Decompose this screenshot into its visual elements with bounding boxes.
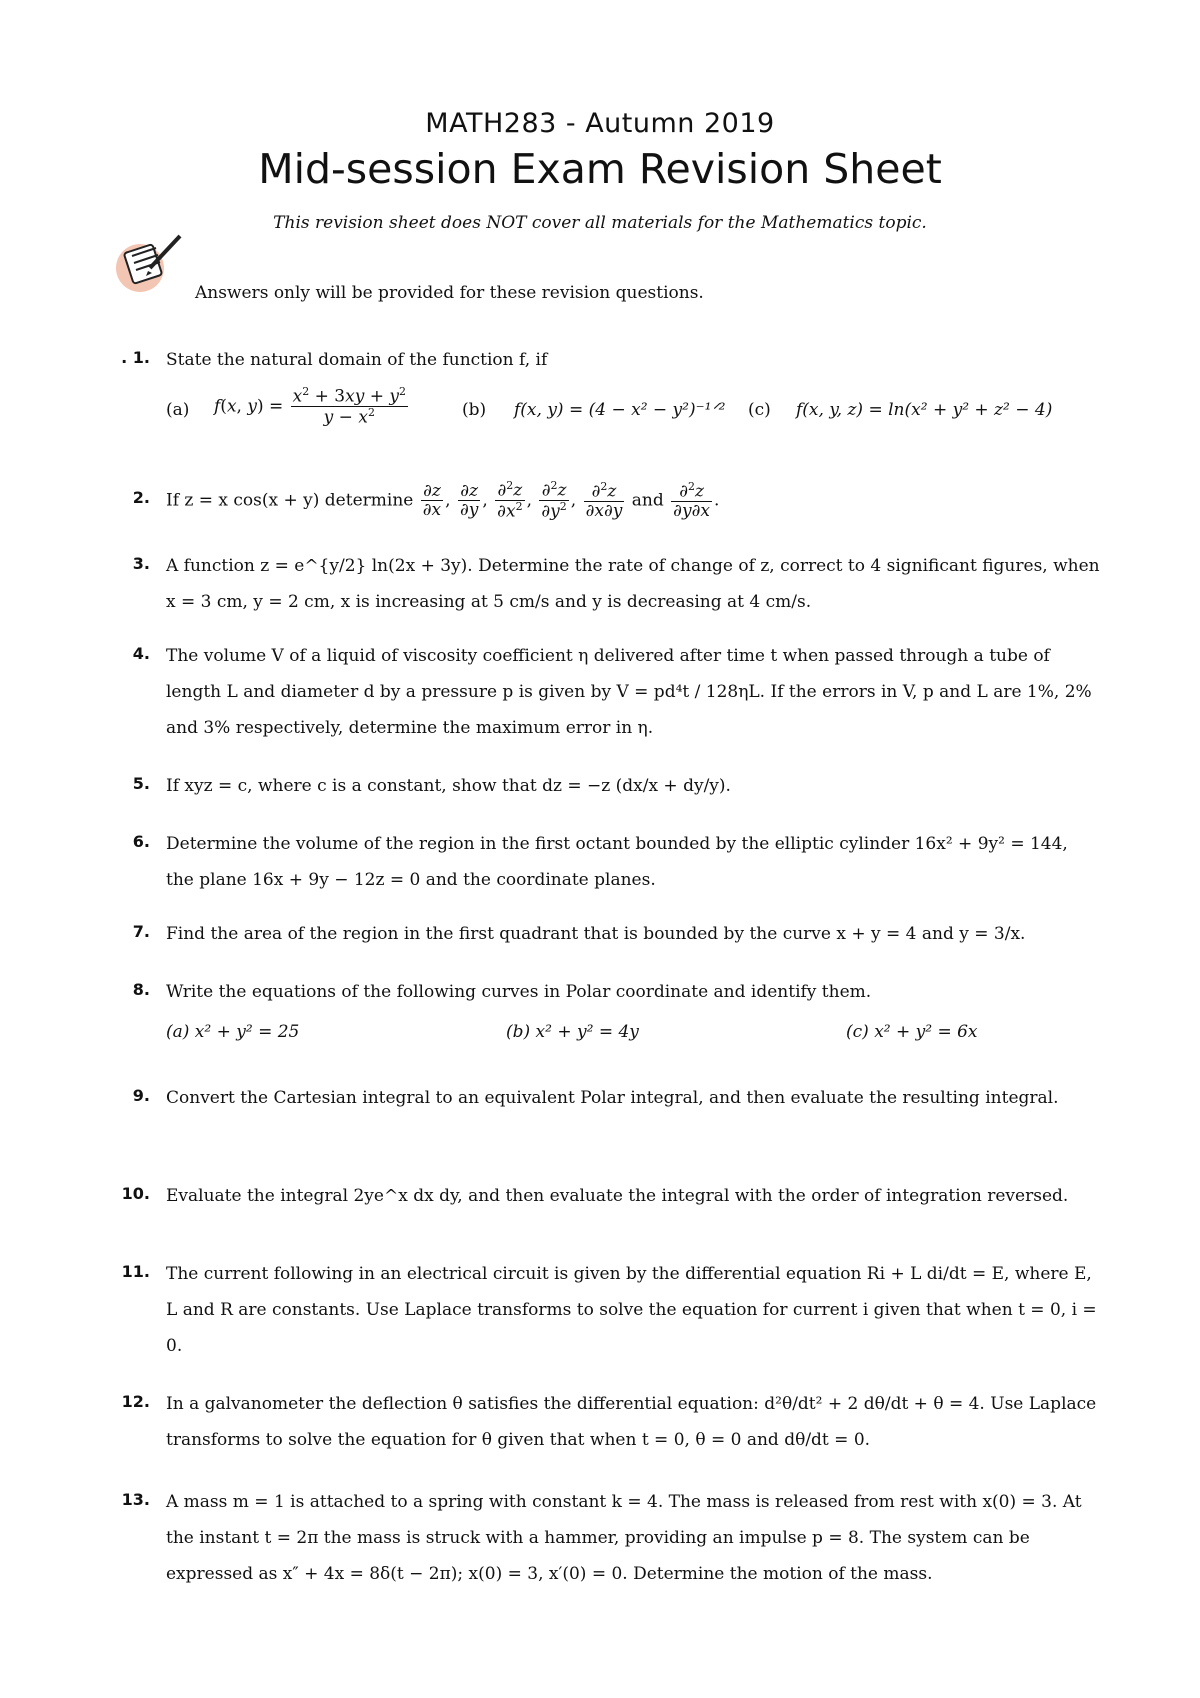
question-text: Write the equations of the following curves in Polar coordinate and identify them. [166, 982, 872, 1002]
question-text: State the natural domain of the function f, if [166, 350, 548, 370]
question-text: The volume V of a liquid of viscosity coefficient η delivered after time t when passed through a tube of length L and diameter d by a pressure p is given by V = pd⁴t / 128ηL. If the errors in V, p and L are 1%, 2% and 3% respectively, determine the maximum error in η. [166, 646, 1092, 738]
course-title: MATH283 - Autumn 2019 [425, 108, 775, 139]
question-text: Determine the volume of the region in the first octant bounded by the elliptic cylinder 16x² + 9y² = 144, the plane 16x + 9y − 12z = 0 and the coordinate planes. [166, 834, 1068, 890]
q1-parts [166, 386, 1100, 436]
q1-part-b-expr: f(x, y) = (4 − x² − y²)⁻¹ᐟ² [514, 400, 726, 420]
question-number: 4. [132, 644, 150, 663]
question-text: A mass m = 1 is attached to a spring with constant k = 4. The mass is released from rest with x(0) = 3. At the instant t = 2π the mass is struck with a hammer, providing an impulse p = 8. The system can be expressed as x″ + 4x = 8δ(t − 2π); x(0) = 3, x′(0) = 0. Determine the motion of the mass. [166, 1492, 1082, 1584]
q8-part-c: (c) x² + y² = 6x [846, 1022, 978, 1042]
subtitle: This revision sheet does NOT cover all materials for the Mathematics topic. [273, 213, 927, 233]
q1-part-a-expr: f(x, y) = $\frac{x^2 + 3xy + y^2}{y - x^2}$ [214, 385, 406, 428]
question-number: 8. [132, 980, 150, 999]
question-text: Find the area of the region in the first quadrant that is bounded by the curve x + y = 4 and y = 3/x. [166, 924, 1026, 944]
question-number: 6. [132, 832, 150, 851]
q8-part-b: (b) x² + y² = 4y [506, 1022, 639, 1042]
question-text: Convert the Cartesian integral to an equivalent Polar integral, and then evaluate the resulting integral. [166, 1088, 1059, 1108]
question-number: 12. [121, 1392, 150, 1411]
question-text: The current following in an electrical circuit is given by the differential equation Ri + L di/dt = E, where E, L and R are constants. Use Laplace transforms to solve the equation for current i given that when t = 0, i = 0. [166, 1264, 1097, 1356]
q2-lead: If z = x cos(x + y) determine [166, 490, 414, 511]
question-number: 3. [132, 554, 150, 573]
question-number: 13. [121, 1490, 150, 1509]
question-number: 7. [132, 922, 150, 941]
header [0, 108, 1200, 233]
intro-text: Answers only will be provided for these revision questions. [195, 283, 704, 303]
q8-parts [166, 1022, 1100, 1062]
q1-part-a-label: (a) [166, 400, 190, 420]
page-title: Mid-session Exam Revision Sheet [258, 145, 942, 193]
question-text: If xyz = c, where c is a constant, show that dz = −z (dx/x + dy/y). [166, 776, 731, 796]
q1-part-b-label: (b) [462, 400, 487, 420]
question-text: In a galvanometer the deflection θ satisfies the differential equation: d²θ/dt² + 2 dθ/dt + θ = 4. Use Laplace transforms to solve the equation for θ given that when t = 0, θ = 0 and dθ/dt = 0. [166, 1394, 1097, 1450]
question-number: 2. [132, 488, 150, 507]
question-number: 10. [121, 1184, 150, 1203]
question-number: 11. [121, 1262, 150, 1281]
question-number: 5. [132, 774, 150, 793]
q8-part-a: (a) x² + y² = 25 [166, 1022, 300, 1042]
question-text: If z = x cos(x + y) determine $\frac{\partial z}{\partial x}$ , $\frac{\partial z}{\partial y}$ , $\frac{\partial^2z}{\partial x^2}$ , $\frac{\partial^2z}{\partial y^2}$ , $\frac{\partial^2z}{\partial x\partial y}$ and $\frac{\partial^2z}{\partial y\partial x}$ . [166, 479, 720, 522]
q1-part-c-expr: f(x, y, z) = ln(x² + y² + z² − 4) [796, 400, 1053, 420]
question-text: Evaluate the integral 2ye^x dx dy, and then evaluate the integral with the order of integration reversed. [166, 1186, 1069, 1206]
question-number: 9. [132, 1086, 150, 1105]
pencil-notepad-icon [110, 230, 190, 296]
question-text: A function z = e^{y/2} ln(2x + 3y). Determine the rate of change of z, correct to 4 significant figures, when x = 3 cm, y = 2 cm, x is increasing at 5 cm/s and y is decreasing at 4 cm/s. [166, 556, 1100, 612]
q1-part-c-label: (c) [748, 400, 771, 420]
question-number: . 1. [121, 348, 150, 367]
